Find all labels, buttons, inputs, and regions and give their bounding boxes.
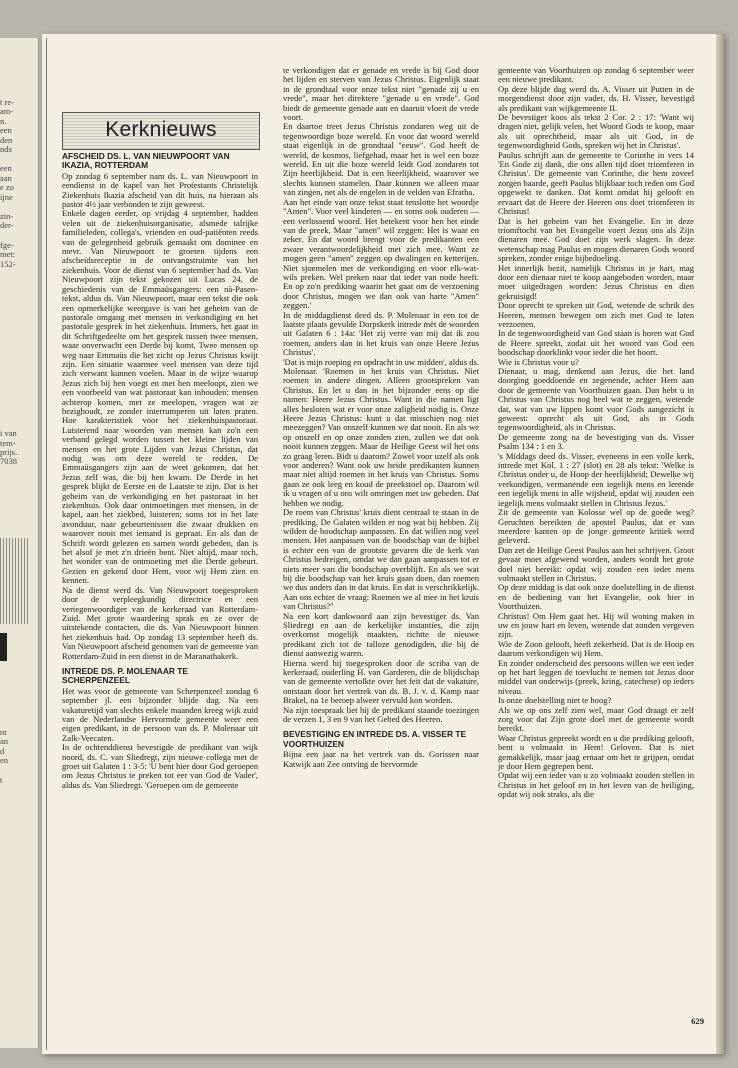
- fragment-line: an: [0, 736, 9, 747]
- fragment-line: t: [0, 774, 3, 785]
- article-paragraph: Christus! Om Hem gaat het. Hij wil woning maken in uw en jouw hart en leven, wetende dat zonden vergeven zijn.: [498, 610, 694, 640]
- section-title: Kerknieuws: [105, 118, 217, 141]
- fragment-line: n.: [0, 115, 7, 126]
- article-paragraph: Wie de Zoon gelooft, heeft zekerheid. Dat is de Hoop en daarom verkondigen wij Hem.: [498, 638, 694, 659]
- fragment-line: [0, 389, 39, 399]
- article-paragraph: Het innerlijk bezit, namelijk Christus in je hart, mag door een dienaar niet te koop aangeboden worden, maar moet uitgedragen worden: Jezus Christus en dien gekruisigd!: [498, 262, 694, 301]
- article-paragraph: En daartoe treet Jezus Christus zondaren weg uit de tegenwoordige boze wereld. En voor dat woord wereld staat eigenlijk in de grondtaal "eeuw". God heeft de wereld, de kosmos, liefgehad, maar het is wel een boze wereld. En uit die boze wereld leidt God zondaren tot Zijn heerlijkheid. Dat is een heerlijkheid, waarover we slechts kunnen stamelen. Daar kunnen we alleen maar van zingen, net als de engelen in de velden van Efratha.: [283, 121, 479, 198]
- article-paragraph: Door oprecht te spreken uit God, wetende de schrik des Heeren, mensen bewegen om zich met God te laten verzoenen.: [498, 300, 694, 329]
- article-paragraph: Als we op ons zelf zien wel, maar God draagt er zelf zorg voor dat Zijn grote doel met de gemeente wordt bereikt.: [498, 704, 694, 734]
- page-number: 629: [691, 1016, 704, 1026]
- previous-page-text-fragments: [0, 98, 39, 467]
- fragment-line: zin-: [0, 211, 14, 222]
- fragment-line: den: [0, 134, 13, 145]
- fragment-line: [0, 369, 39, 379]
- article-paragraph: Is onze doelstelling niet te hoog?: [498, 695, 612, 706]
- article-paragraph: Op deze middag is dat ook onze doelstelling in de dienst en de bediening van het Evangelie, ook hier in Voorthuizen.: [498, 582, 694, 612]
- fragment-line: 152-: [0, 258, 16, 269]
- fragment-line: 7038: [0, 456, 17, 467]
- fragment-line: [0, 329, 39, 339]
- previous-page-barcode-image: [0, 538, 30, 624]
- article-paragraph: Dat is het geheim van het Evangelie. En in deze triomftocht van het Evangelie voert Jezus ons als Zijn dienaren mee. God doet zijn werk slagen. In deze wetenschap mag Paulus en mogen dienaren Gods woord spreken, zonder enige bijbedoeling.: [498, 215, 694, 264]
- previous-page-text-fragments-lower: [0, 728, 39, 785]
- fragment-line: am-: [0, 106, 14, 117]
- left-column-rule: [46, 38, 47, 1050]
- article-paragraph: Bijna een jaar na het vertrek van ds. Gorissen naar Katwijk aan Zee ontving de hervormde: [283, 749, 479, 769]
- article-paragraph: Paulus schrijft aan de gemeente te Corinthe in vers 14 'En Gode zij dank, die ons allen tijd doet triomferen in Christus'. De gemeente van Corinthe, die hem zoveel zorgen baarde, geeft Paulus blijkbaar toch reden om God opgewekt te danken. Dat komt omdat hij gelooft en ervaart dat de Heere der Heeren ons doet triomferen in Christus!: [498, 149, 694, 217]
- article-paragraph: Zit de gemeente van Kolosse wel op de goede weg? Geruchten bereikten de apostel Paulus, dat er van meerdere kanten op de jonge gemeente kritiek werd geleverd.: [498, 507, 694, 546]
- fragment-line: e zo: [0, 182, 14, 193]
- fragment-line: nds: [0, 144, 12, 155]
- article-paragraph: Op deze blijde dag werd ds. A. Visser uit Putten in de morgendienst door zijn vader, ds. H. Visser, bevestigd als predikant van wijkgemeente II.: [498, 83, 694, 113]
- previous-page-edge: [0, 38, 39, 1048]
- article-paragraph: Enkele dagen eerder, op vrijdag 4 september, hadden velen uit de ziekenhuisorganisatie, alsmede talrijke familieleden, collega's, vrienden en oud-patiënten reeds van de gelegenheid gebruik gemaakt om dominee en mevr. Van Nieuwpoort te groeten tijdens een afscheidsreceptie in de ontvangstruimte van het ziekenhuis. Voor de dienst van 6 september had ds. Van Nieuwpoort zijn tekst gekozen uit Lucas 24, de geschiedenis van de Emmaüsgangers: een nà-Pasen-tekst, aldus ds. Van Nieuwpoort, maar een tekst die ook een opmerkelijke weergave is van het geheim van de pastorale omgang met mensen in verkondiging en het pastorale gesprek in het ziekenhuis. Immers, het gaat in dit Schriftgedeelte om het gesprek tussen twee mensen, waar onverwacht een Derde bij komt. Twee mensen op weg naar Emmaüs die het zicht op Jezus Christus kwijt zijn. Een situatie waarmee veel mensen van deze tijd zich verwant kunnen voelen. Maar in de wijze waarop Jezus zich bij hen voegt en met hen meeloopt, zien we een voorbeeld van wat pastoraat kan inhouden: mensen achterop komen, met ze meelopen, vragen wat ze bezighoudt, ze zonder interrumperen uit laten praten. Hoe karakteristiek voor het ziekenhuispastoraat. Luisterend naar woorden van mensen kan zo'n een verband gelegd worden tussen het kleine lijden van mensen en het grote Lijden van Jezus Christus, dat nodig was om deze wereld te redden. De Emmaüsgangers zijn aan de weet gekomen, dat het Jezus zelf was, die bij hen kwam. De Derde in het gesprek blijkt de Eerste en de Laatste te zijn. Dat is het geheim van de verkondiging en het pastoraat in het ziekenhuis. Ook daar ontmoetingen met mensen, in de kapel, aan het ziekbed, luisteren; soms tot in het late avonduur, naar gebeurtenissen die zwaar drukken en waarover nooit met iemand is gepraat. En als dan de Schrift wordt gelezen en samen wordt gebeden, dan is het alsof je met z'n drieën bent. Niet altijd, maar toch, het wonder van de ontmoeting met die Derde gebeurt. Gezien en gekend door Hem, voor wij Hem zien en kennen.: [62, 208, 258, 586]
- article-paragraph: De roem van Christus' kruis dient centraal te staan in de prediking. De Galaten wilden er nog wat bij hebben. Zij wilden de boodschap aanpassen. En dat willen nog veel mensen. Het aanpassen van de boodschap van de bijbel is echter een van de grootste gevaren die de kerk van Christus bedreigen, omdat we dan gaan aanpassen tot er niets meer van die boodschap overblijft. En als we wat bij die boodschap van het kruis gaan doen, dan roemen we dus anders dan in dat kruis. En dat is verschrikkelijk. Aan ons echter de vraag: Roemen we al mee in het kruis van Christus?": [283, 507, 479, 612]
- fragment-line: [0, 349, 39, 359]
- article-paragraph: Na een kort dankwoord aan zijn bevestiger ds. Van Sliedregt en aan de kerkelijke instanties, die zijn overkomst mogelijk maakten, richtte de nieuwe predikant zich tot de talloze genodigden, die bij de dienst aanwezig waren.: [283, 610, 479, 659]
- article-paragraph: Dienaar, u mag, denkend aan Jezus, die het land doorging goeddoende en zegenende, achter Hem aan door de gemeente van Voorthuizen gaan. Dan hebt u in Christus van Christus nog heel wat te zeggen, wetende dat, wat van uw lippen komt voor Gods aangezicht is geweest: oprecht als uit God, als in Gods tegenwoordigheid, als in Christus.: [498, 366, 694, 433]
- fragment-line: i van: [0, 428, 17, 439]
- fragment-line: een: [0, 125, 12, 136]
- fragment-line: der-: [0, 220, 14, 231]
- article-paragraph: 's Middags deed ds. Visser, eveneens in een volle kerk, intrede met Kol. 1 : 27 (slot) en 28 als tekst: 'Welke is Christus onder u, de Hoop der heerlijkheid; Dewelke wij verkondigen, vermanende een iegelijk mens en lerende een iegelijk mens in alle wijsheid, opdat wij zouden een iegelijk mens volmaakt stellen in Christus Jezus.': [498, 450, 694, 508]
- article-paragraph: Na zijn toespraak liet hij de predikant staande toezingen de verzen 1, 3 en 9 van het Gebed des Heeren.: [283, 704, 479, 725]
- article-paragraph: Waar Christus gepreekt wordt en u die prediking gelooft, bent u volmaakt in Hem! Geloven. Dat is niet gemakkelijk, maar jaag ernaar om het te grijpen, omdat je door Hem gegrepen bent.: [498, 732, 694, 772]
- article-paragraph: gemeente van Voorthuizen op zondag 6 september weer een nieuwe predikant.: [498, 65, 694, 85]
- fragment-line: [0, 299, 39, 309]
- article-paragraph: In de tegenwoordigheid van God staan is horen wat God de Heere spreekt, zodat uit het woord van God een boodschap doorklinkt voor ieder die het hoort.: [498, 328, 694, 358]
- article-paragraph: Na de dienst werd ds. Van Nieuwpoort toegesproken door de verpleegkundig directrice en een vertegenwoordiger van de kerkeraad van Rotterdam-Zuid. Met grote waardering sprak en ze over de uitstekende contacten, die ds. Van Nieuwpoort binnen het ziekenhuis had. Op zondag 13 september heeft ds. Van Nieuwpoort afscheid genomen van de gemeente van Rotterdam-Zuid in een dienst in de Maranathakerk.: [62, 584, 258, 661]
- fragment-line: [0, 359, 39, 369]
- fragment-line: prijs.: [0, 446, 18, 457]
- article-paragraph: 'Dat is mijn roeping en opdracht in uw midden', aldus ds. Molenaar. 'Roemen in het kruis van Christus. Niet roemen in andere dingen. Alleen grootspreken van Christus. En let u dan in het bijzonder eens op die namen: Heere Jezus Christus. Want in die namen ligt alles besloten wat er voor onze zaligheid nodig is. Onze Heere Jezus Christus: kunt u dat misschien nog niet meezeggen? Van onszelf kunnen we dat nooit. En als we op onszelf en op onze zonden zien, zullen we dat ook nooit kunnen zeggen. Maar de Heilige Geest wil het ons zo graag leren. Bidt u daarom? Zowel voor uzelf als ook voor anderen? Want ook uw heide predikanten kunnen maar niet altijd roemen in het kruis van Christus. Soms gaan ze ook leeg en koud de preekstoel op. Daarom wil ik u vragen of u ons wilt omringen met uw gebeden. Dat hebben we nodig.: [283, 356, 479, 508]
- fragment-line: [0, 269, 39, 279]
- fragment-line: fge-: [0, 239, 14, 250]
- fragment-line: ijne: [0, 191, 13, 202]
- article-paragraph: Aan het einde van onze tekst staat tenslotte het woordje "Amen". Voor veel kinderen — en soms ook ouderen — een verlossend woord. Het betekent voor hen het einde van de preek. Maar "amen" wil zeggen: Het is waar en zeker. En dat woord brengt voor de predikanten een zware verantwoordelijkheid met zich mee. Want ze mogen geen "amen" zeggen op dwalingen en ketterijen. Niet sjoemelen met de verkondiging en voor elk-wat-wils preken. Wel preken naar dat ieder van node heeft. En op zo'n prediking waarin het gaat om de verzoening door Christus, mogen we dan ook van harte "Amen" zeggen.': [283, 196, 479, 311]
- fragment-line: nt: [0, 727, 7, 737]
- article-heading: INTREDE DS. P. MOLENAAR TE SCHERPENZEEL: [62, 665, 188, 686]
- article-paragraph: Het was voor de gemeente van Scherpenzeel zondag 6 september jl. een bijzonder blijde dag. Na een vakaturetijd van slechts enkele maanden kreeg wijk zuid van de Nederlandse Hervormde gemeente weer een eigen predikant, in de persoon van ds. P. Molenaar uit Zalk-Veecaten.: [62, 685, 258, 743]
- article-paragraph: En zonder onderscheid des persoons willen we een ieder op het hart leggen de toevlucht te nemen tot Jezus door middel van onderwijs (preek, kring, catechese) op ieders niveau.: [498, 657, 694, 696]
- article-heading: BEVESTIGING EN INTREDE DS. A. VISSER TE VOORTHUIZEN: [283, 729, 467, 749]
- article-paragraph: Dan zet de Heilige Geest Paulus aan het schrijven. Groot gevaar moet afgewend worden, anders wordt het grote doel niet bereikt: opdat wij zouden een ieder mens volmaakt stellen in Christus.: [498, 544, 694, 583]
- article-heading: AFSCHEID DS. L. VAN NIEUWPOORT VAN IKAZIA, ROTTERDAM: [62, 151, 230, 171]
- fragment-line: aan: [0, 172, 12, 183]
- article-paragraph: Hierna werd hij toegesproken door de scriba van de kerkeraad, ouderling H. van Garderen, die de blijdschap van de gemeente vertolkte over het feit dat de vakature, ontstaan door het vertrek van ds. B. J. v. d. Kamp naar Brakel, na 1e beroep alweer vervuld kon worden.: [283, 657, 479, 706]
- article-paragraph: De gemeente zong na de bevestiging van ds. Visser Psalm 134 : 1 en 3.: [498, 431, 694, 452]
- book-spine-shadow: [716, 34, 724, 1054]
- article-column-2: [283, 66, 479, 769]
- fragment-line: tem-: [0, 437, 16, 448]
- article-paragraph: te verkondigen dat er genade en vrede is bij God door het lijden en sterven van Jezus Christus. Eigenlijk staat in de grondtaal voor onze tekst niet "genade zij u en vrede", maar het direktere "genade u en vrede". God biedt de gemeente genade aan en daaruit vloeit de vrede voort.: [283, 65, 479, 123]
- fragment-line: [0, 379, 39, 389]
- section-masthead: [62, 112, 260, 150]
- fragment-line: en: [0, 755, 9, 766]
- fragment-line: [0, 399, 39, 409]
- article-column-3: [498, 66, 694, 800]
- article-paragraph: In de ochtenddienst bevestigde de predikant van wijk noord, ds. C. van Sliedregt, zijn nieuwe collega met de groet uit Galaten 1 : 3-5: 'U bent hier door God geroepen om Jezus Christus te preken tot eer van God de Vader', aldus ds. Van Sliedregt. 'Geroepen om de gemeente: [62, 742, 258, 790]
- fragment-line: [0, 339, 39, 349]
- fragment-line: [0, 409, 39, 419]
- fragment-line: [0, 766, 39, 776]
- fragment-line: met:: [0, 249, 16, 260]
- article-paragraph: Wie is Christus voor u?: [498, 356, 579, 367]
- fragment-line: een: [0, 163, 12, 174]
- fragment-line: d: [0, 745, 5, 756]
- article-column-1: [62, 152, 258, 790]
- newspaper-page: [42, 34, 724, 1054]
- previous-page-black-bar: [0, 633, 7, 661]
- fragment-line: [0, 309, 39, 319]
- fragment-line: [0, 319, 39, 329]
- article-paragraph: Op zondag 6 september nam ds. L. van Nieuwpoort in eendienst in de kapel van het Protestants Christelijk Ziekenhuis Ikazia afscheid van dit huis, na hieraan als pastor 4½ jaar verbonden te zijn geweest.: [62, 170, 258, 210]
- fragment-line: [0, 289, 39, 299]
- fragment-line: [0, 279, 39, 289]
- article-paragraph: Opdat wij een ieder van u zo volmaakt zouden stellen in Christus in het geloof en in het leven van de heiliging, opdat wij ook straks, als die: [498, 770, 694, 800]
- article-paragraph: In de middagdienst deed ds. P. Molenaar in een tot de laatste plaats gevulde Dorpskerk intrede mèt de woorden uit Galaten 6 : 14a: 'Het zij verre van mij dat ik zou roemen, anders dan in het kruis van onze Heere Jezus Christus'.: [283, 309, 479, 358]
- article-paragraph: De bevestiger koos als tekst 2 Cor. 2 : 17: 'Want wij dragen niet, gelijk velen, het Woord Gods te koop, maar als uit oprechtheid, maar als uit God, in de tegenwoordigheid Gods, spreken wij het in Christus'.: [498, 112, 694, 151]
- fragment-line: t re-: [0, 97, 14, 107]
